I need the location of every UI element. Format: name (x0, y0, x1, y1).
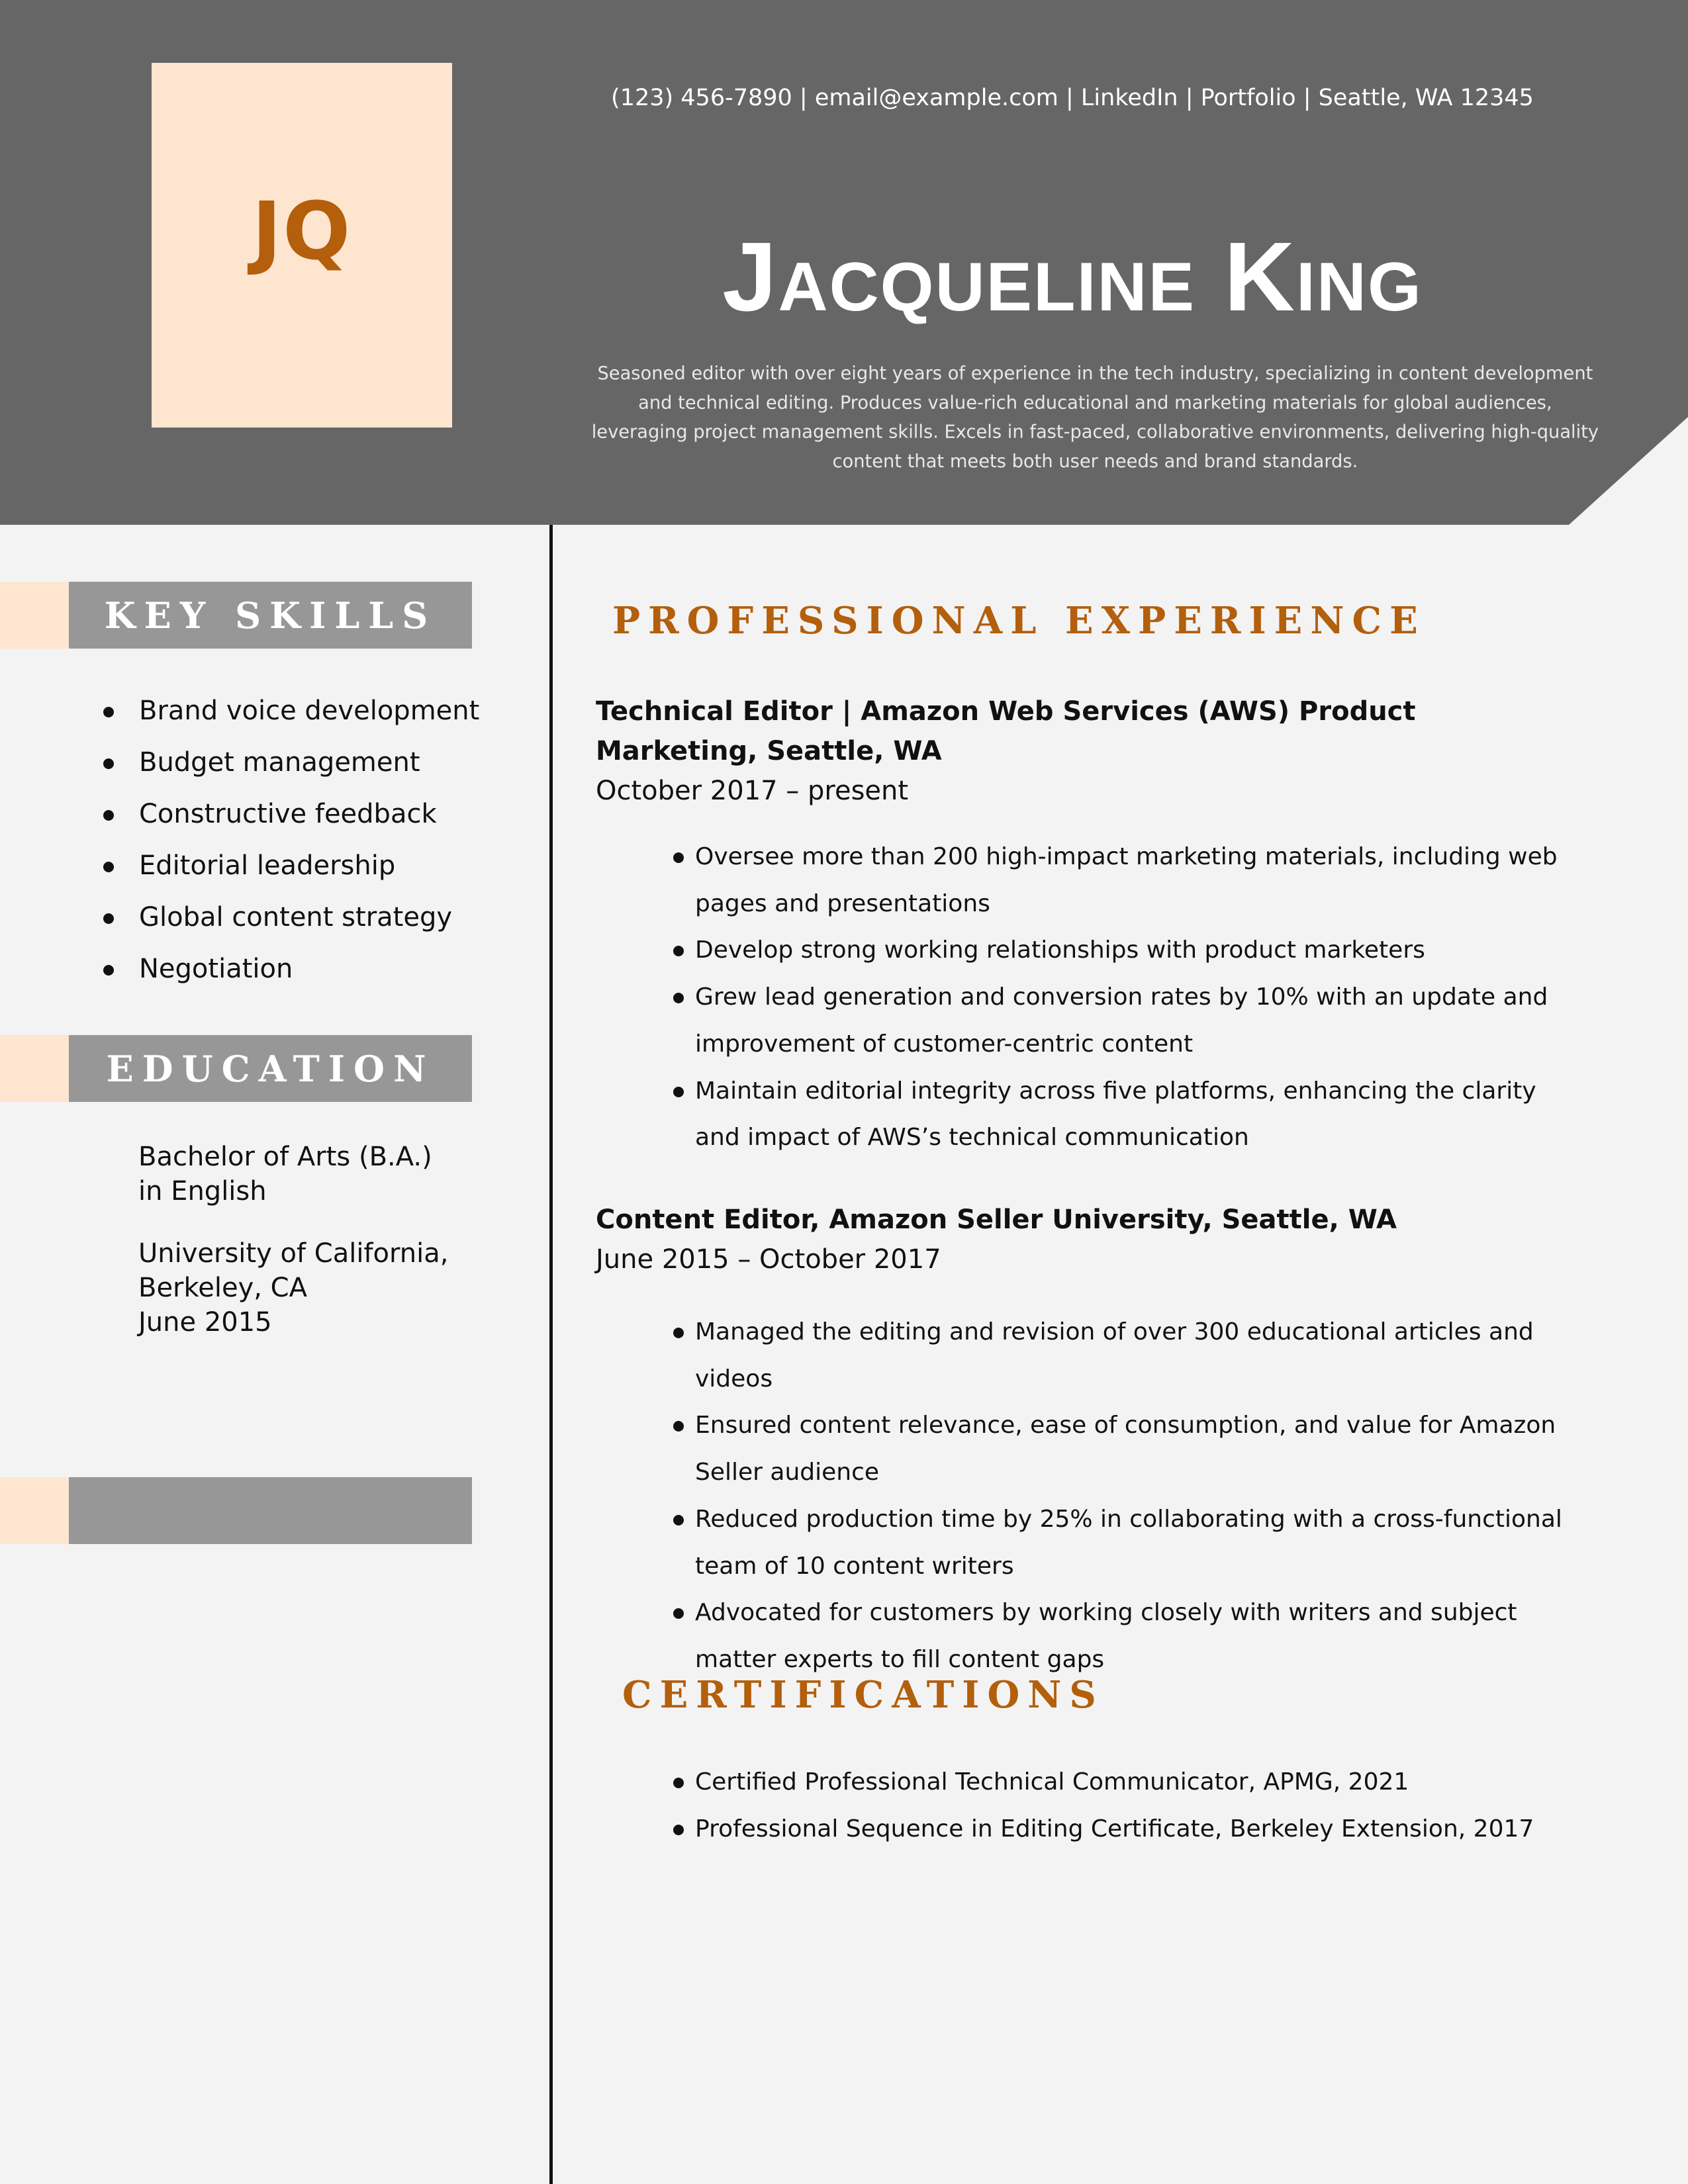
list-item (669, 1068, 1582, 1161)
skills-heading: KEY SKILLS (104, 594, 437, 637)
candidate-name: Jacqueline King (722, 222, 1423, 332)
certifications-heading: CERTIFICATIONS (622, 1673, 1104, 1717)
job-bullet-list (669, 834, 1582, 1161)
certification-list (669, 1759, 1582, 1852)
job-title: Technical Editor | Amazon Web Services (AWS) Product Marketing, Seattle, WA (596, 696, 1416, 766)
job-dates: October 2017 – present (596, 776, 909, 806)
heading-bar (69, 582, 472, 649)
education-heading: EDUCATION (106, 1047, 435, 1090)
list-item (669, 1806, 1582, 1853)
bullet-icon (103, 707, 114, 717)
bullet-text: Grew lead generation and conversion rates by 10% with an update and improvement of customer-centric content (695, 983, 1548, 1058)
bullet-icon (103, 758, 114, 769)
skill-item (99, 946, 479, 998)
job-title: Content Editor, Amazon Seller University, Seattle, WA (596, 1205, 1397, 1235)
bullet-icon (103, 965, 114, 976)
skill-item (99, 895, 479, 946)
bullet-text: Develop strong working relationships with product marketers (695, 936, 1425, 964)
bullet-text: Professional Sequence in Editing Certificate, Berkeley Extension, 2017 (695, 1815, 1534, 1843)
bullet-icon (673, 1825, 684, 1835)
skill-text: Global content strategy (139, 902, 453, 933)
skill-item (99, 843, 479, 895)
skill-text: Constructive feedback (139, 799, 437, 829)
job-dates: June 2015 – October 2017 (596, 1244, 941, 1275)
education-date: June 2015 (138, 1307, 272, 1338)
heading-accent (0, 1035, 69, 1102)
contact-line: (123) 456-7890 | email@example.com | LinkedIn | Portfolio | Seattle, WA 12345 (611, 85, 1534, 111)
bullet-text: Ensured content relevance, ease of consumption, and value for Amazon Seller audience (695, 1412, 1556, 1486)
skill-item (99, 792, 479, 843)
list-item (669, 1759, 1582, 1806)
list-item (669, 1590, 1582, 1683)
bullet-text: Oversee more than 200 high-impact marketing materials, including web pages and presentations (695, 843, 1558, 917)
bullet-icon (673, 1421, 684, 1432)
bullet-icon (673, 1608, 684, 1619)
experience-heading: PROFESSIONAL EXPERIENCE (612, 599, 1426, 643)
bullet-icon (103, 810, 114, 821)
bullet-icon (673, 1087, 684, 1097)
bullet-icon (673, 946, 684, 956)
bullet-text: Advocated for customers by working closely with writers and subject matter experts to fill content gaps (695, 1599, 1517, 1673)
education-heading-bar (0, 1035, 472, 1102)
list-item (669, 1309, 1582, 1402)
bullet-icon (673, 993, 684, 1003)
bullet-icon (673, 852, 684, 863)
heading-bar (69, 1477, 472, 1544)
list-item (669, 1402, 1582, 1496)
bullet-text: Certified Professional Technical Communicator, APMG, 2021 (695, 1768, 1409, 1796)
bullet-icon (673, 1328, 684, 1338)
bullet-text: Managed the editing and revision of over 300 educational articles and videos (695, 1318, 1534, 1392)
bullet-text: Maintain editorial integrity across five platforms, enhancing the clarity and impact of AWS’s technical communication (695, 1077, 1536, 1152)
skill-item (99, 688, 479, 740)
skill-text: Editorial leadership (139, 850, 396, 881)
skill-item (99, 740, 479, 792)
bullet-icon (673, 1778, 684, 1788)
job-bullet-list (669, 1309, 1582, 1684)
skill-text: Budget management (139, 747, 420, 778)
monogram: JQ (252, 186, 352, 278)
column-divider (549, 525, 553, 2184)
list-item (669, 1496, 1582, 1590)
list-item (669, 974, 1582, 1068)
skills-list (99, 688, 479, 998)
education-degree: Bachelor of Arts (B.A.) in English (138, 1142, 432, 1206)
skills-heading-bar (0, 582, 472, 649)
list-item (669, 834, 1582, 927)
monogram-box (152, 63, 452, 428)
bullet-icon (103, 862, 114, 872)
heading-accent (0, 1477, 69, 1544)
bullet-text: Reduced production time by 25% in collaborating with a cross-functional team of 10 content writers (695, 1505, 1562, 1580)
heading-bar (69, 1035, 472, 1102)
bullet-icon (673, 1515, 684, 1525)
education-school: University of California, Berkeley, CA (138, 1238, 449, 1303)
empty-heading-bar (0, 1477, 472, 1544)
skill-text: Brand voice development (139, 696, 480, 726)
heading-accent (0, 582, 69, 649)
bullet-icon (103, 913, 114, 924)
list-item (669, 927, 1582, 974)
skill-text: Negotiation (139, 954, 293, 984)
profile-summary: Seasoned editor with over eight years of experience in the tech industry, specializing in content development and technical editing. Produces value-rich educational and marketing materials for global audiences, leveraging project management skills. Excels in fast-paced, collaborative environments, delivering high-quality content that meets both user needs and brand standards. (591, 363, 1599, 472)
